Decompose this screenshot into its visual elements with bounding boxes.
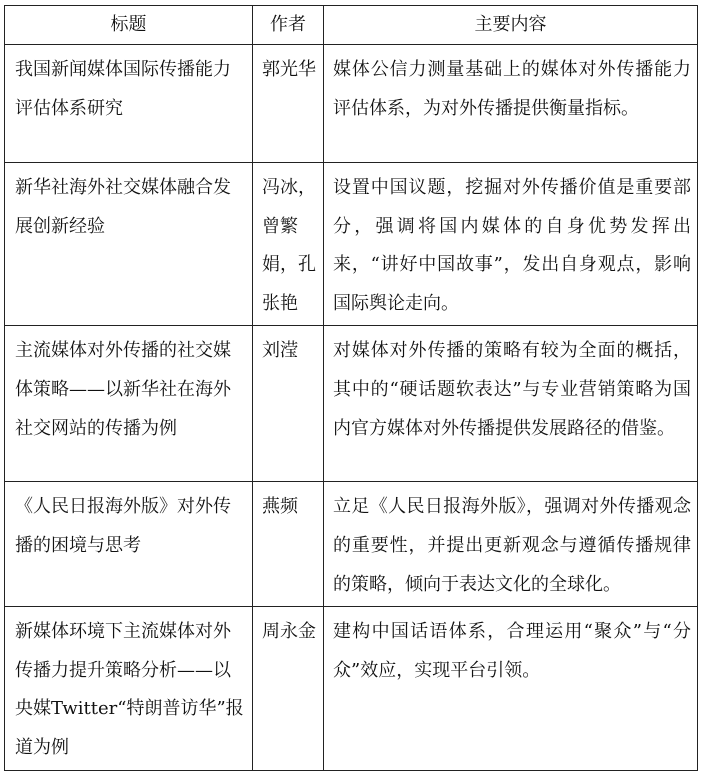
cell-author: 燕频 (253, 482, 324, 607)
cell-author: 冯冰，曾繁娟，孔张艳 (253, 163, 324, 326)
cell-author: 周永金 (253, 607, 324, 770)
cell-content: 设置中国议题，挖掘对外传播价值是重要部分，强调将国内媒体的自身优势发挥出来，“讲好中国故事”，发出自身观点，影响国际舆论走向。 (324, 163, 698, 326)
cell-content: 媒体公信力测量基础上的媒体对外传播能力评估体系，为对外传播提供衡量指标。 (324, 45, 698, 163)
cell-author: 刘滢 (253, 326, 324, 482)
cell-content: 建构中国话语体系，合理运用“聚众”与“分众”效应，实现平台引领。 (324, 607, 698, 770)
cell-title: 《人民日报海外版》对外传播的困境与思考 (5, 482, 253, 607)
header-author: 作者 (253, 6, 324, 45)
cell-title: 新媒体环境下主流媒体对外传播力提升策略分析——以央媒Twitter“特朗普访华”报道为例 (5, 607, 253, 770)
table-row (5, 482, 698, 607)
cell-content: 对媒体对外传播的策略有较为全面的概括，其中的“硬话题软表达”与专业营销策略为国内官方媒体对外传播提供发展路径的借鉴。 (324, 326, 698, 482)
cell-title: 新华社海外社交媒体融合发展创新经验 (5, 163, 253, 326)
table-row (5, 326, 698, 482)
cell-title: 我国新闻媒体国际传播能力评估体系研究 (5, 45, 253, 163)
table-row (5, 607, 698, 770)
cell-content: 立足《人民日报海外版》，强调对外传播观念的重要性，并提出更新观念与遵循传播规律的策略，倾向于表达文化的全球化。 (324, 482, 698, 607)
table-row (5, 163, 698, 326)
table-header-row (5, 6, 698, 45)
cell-title: 主流媒体对外传播的社交媒体策略——以新华社在海外社交网站的传播为例 (5, 326, 253, 482)
literature-review-table (4, 5, 698, 771)
table-row (5, 45, 698, 163)
cell-author: 郭光华 (253, 45, 324, 163)
header-content: 主要内容 (324, 6, 698, 45)
header-title: 标题 (5, 6, 253, 45)
